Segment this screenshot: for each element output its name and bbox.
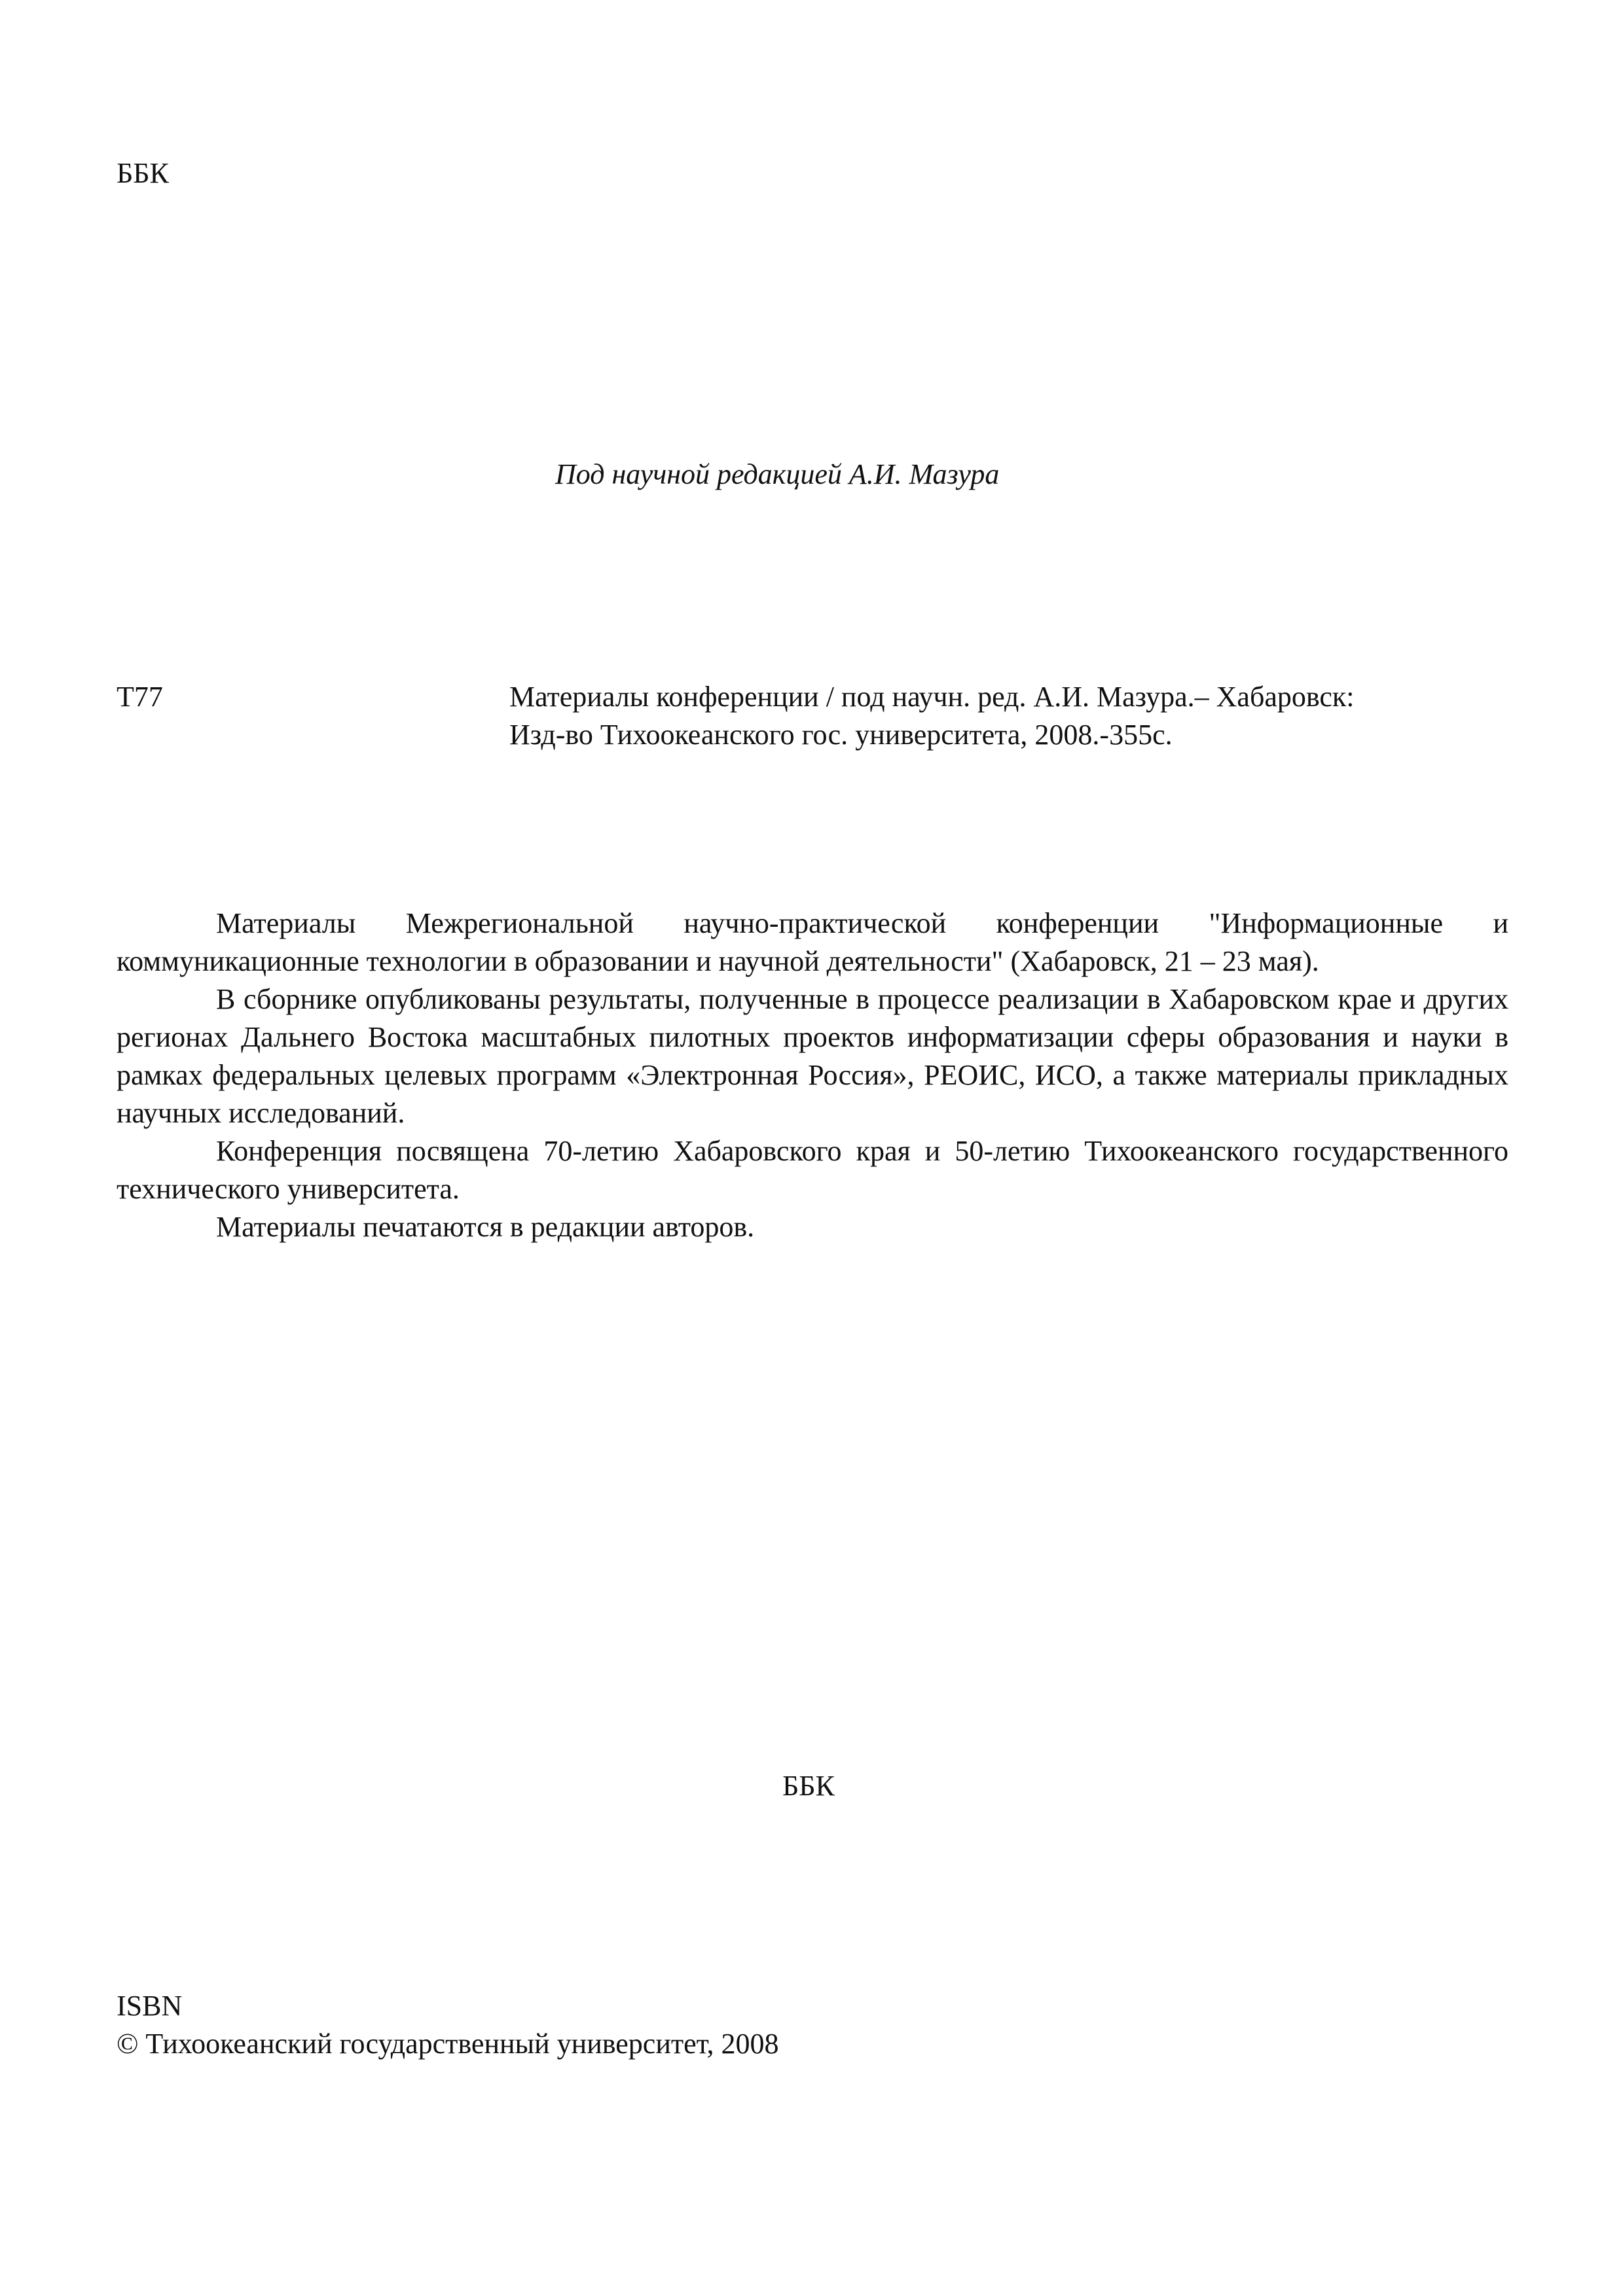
isbn-label: ISBN <box>117 1990 183 2022</box>
catalog-entry-line-1: Материалы конференции / под научн. ред. А.И. Мазура.– Хабаровск: <box>509 681 1355 713</box>
annotation-paragraph: В сборнике опубликованы результаты, полученные в процессе реализации в Хабаровском крае и других регионах Дальнего Востока масштабных пилотных проектов информатизации сферы образования и науки в рамках федеральных целевых программ «Электронная Россия», РЕОИС, ИСО, а также материалы прикладных научных исследований. <box>117 983 1508 1129</box>
bbk-label-bottom: ББК <box>782 1770 835 1802</box>
catalog-code: Т77 <box>117 681 163 713</box>
copyright-line: © Тихоокеанский государственный университет, 2008 <box>117 2028 779 2060</box>
catalog-entry <box>509 678 1491 754</box>
annotation <box>117 905 1508 1246</box>
annotation-paragraph: Конференция посвящена 70-летию Хабаровского края и 50-летию Тихоокеанского государственного технического университета. <box>117 1135 1508 1205</box>
catalog-entry-line-2: Изд-во Тихоокеанского гос. университета, 2008.-355с. <box>509 719 1173 751</box>
bbk-label-top: ББК <box>117 157 169 189</box>
editor-line: Под научной редакцией А.И. Мазура <box>555 458 1000 490</box>
annotation-paragraph: Материалы Межрегиональной научно-практической конференции "Информационные и коммуникационные технологии в образовании и научной деятельности" (Хабаровск, 21 – 23 мая). <box>117 907 1508 977</box>
annotation-paragraph: Материалы печатаются в редакции авторов. <box>216 1211 755 1243</box>
